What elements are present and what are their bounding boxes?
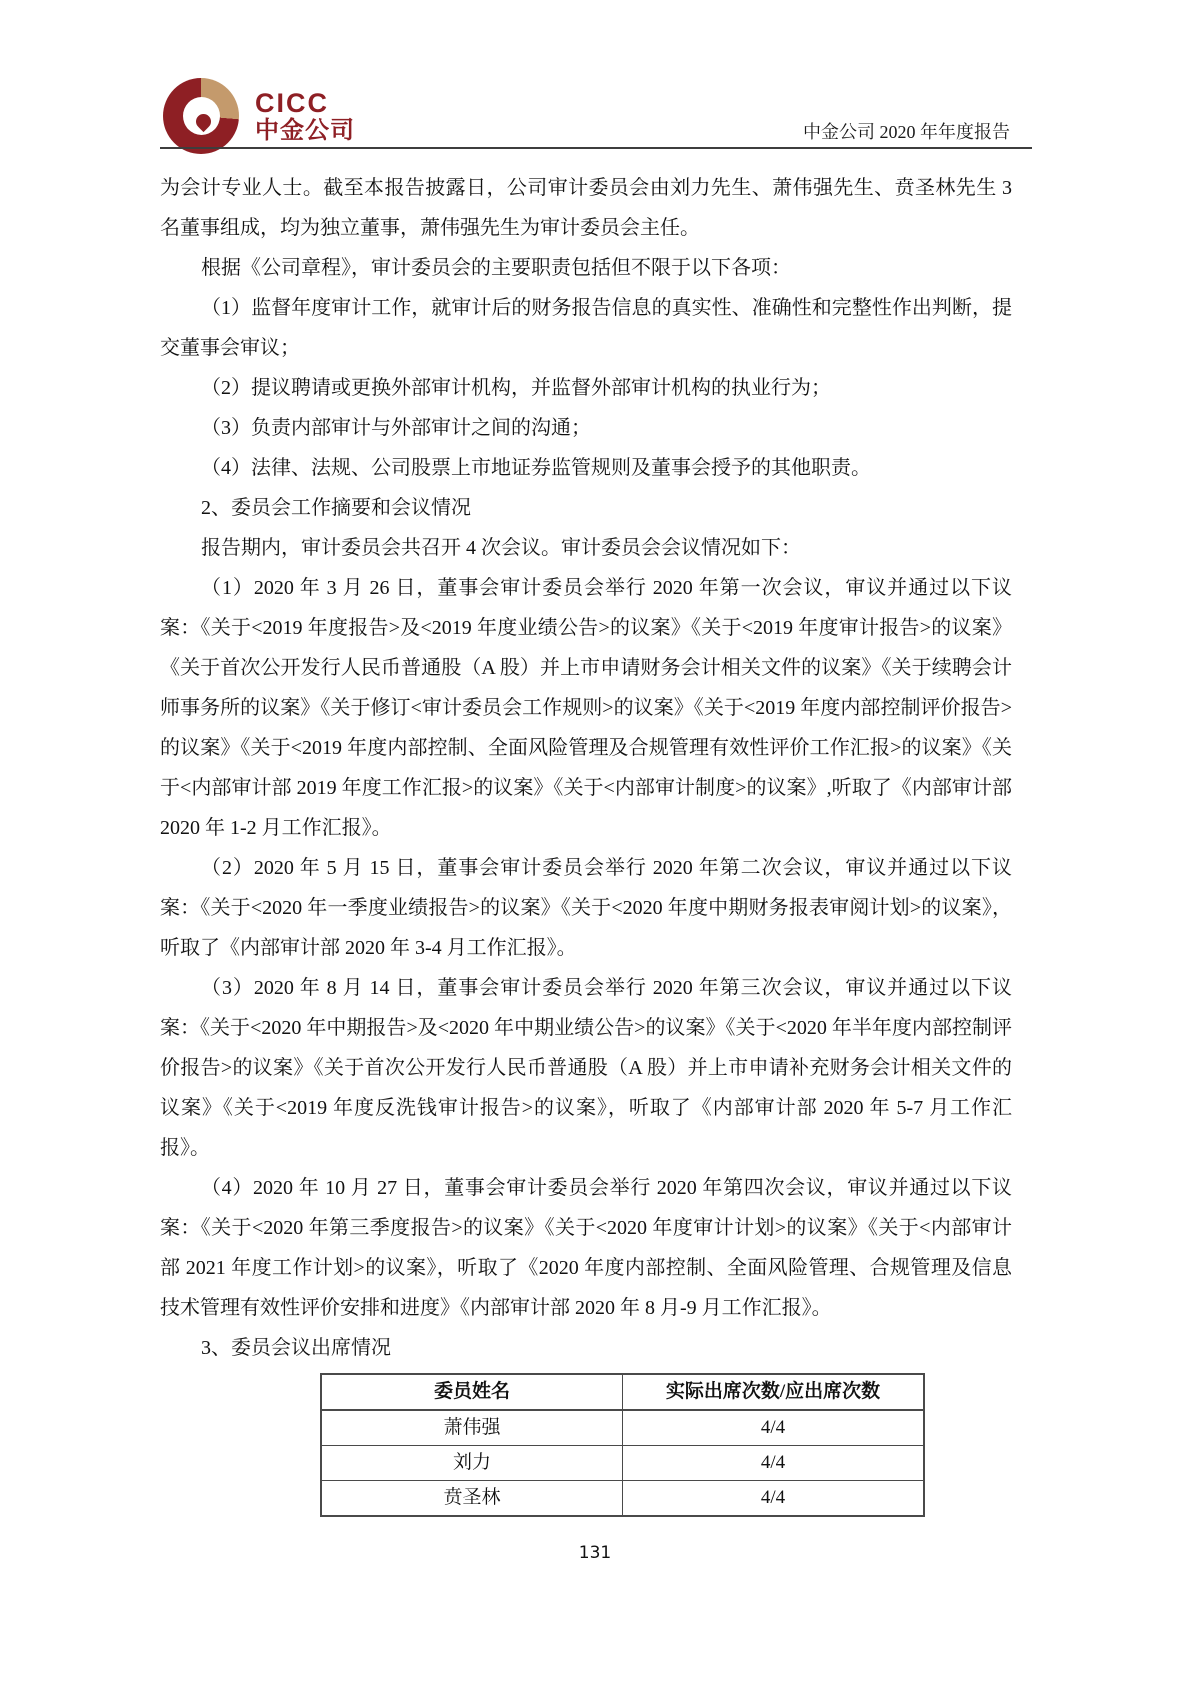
- column-header-attendance: 实际出席次数/应出席次数: [623, 1374, 925, 1410]
- table-header-row: [321, 1374, 924, 1410]
- attendance-table: [320, 1373, 925, 1517]
- paragraph: （3）2020 年 8 月 14 日，董事会审计委员会举行 2020 年第三次会议，审议并通过以下议案：《关于<2020 年中期报告>及<2020 年中期业绩公告>的议案》《关于<2020 年半年度内部控制评价报告>的议案》《关于首次公开发行人民币普通股（A 股）并上市申请补充财务会计相关文件的议案》《关于<2019 年度反洗钱审计报告>的议案》，听取了《内部审计部 2020 年 5-7 月工作汇报》。: [160, 977, 1012, 1159]
- attendance-cell: 4/4: [623, 1481, 925, 1517]
- member-name-cell: 萧伟强: [321, 1410, 623, 1446]
- header-divider: [160, 147, 1032, 149]
- paragraph: 2、委员会工作摘要和会议情况: [201, 497, 471, 519]
- cicc-logo-text: [255, 89, 355, 143]
- paragraph: 报告期内，审计委员会共召开 4 次会议。审计委员会会议情况如下：: [201, 537, 801, 559]
- cicc-logo-icon: [163, 78, 239, 154]
- table-row: [321, 1481, 924, 1517]
- table-row: [321, 1446, 924, 1481]
- paragraph: 3、委员会议出席情况: [201, 1337, 391, 1359]
- member-name-cell: 贲圣林: [321, 1481, 623, 1517]
- page-number: 131: [578, 1543, 612, 1563]
- paragraph: （2）2020 年 5 月 15 日，董事会审计委员会举行 2020 年第二次会议，审议并通过以下议案：《关于<2020 年一季度业绩报告>的议案》《关于<2020 年度中期财务报表审阅计划>的议案》，听取了《内部审计部 2020 年 3-4 月工作汇报》。: [160, 857, 1012, 959]
- paragraph: 根据《公司章程》，审计委员会的主要职责包括但不限于以下各项：: [201, 257, 791, 279]
- attendance-cell: 4/4: [623, 1410, 925, 1446]
- paragraph: （2）提议聘请或更换外部审计机构，并监督外部审计机构的执业行为；: [201, 377, 831, 399]
- body-text: [160, 168, 1012, 1517]
- paragraph: （4）法律、法规、公司股票上市地证券监管规则及董事会授予的其他职责。: [201, 457, 871, 479]
- cicc-logo-cn: 中金公司: [255, 116, 355, 144]
- cicc-logo: [163, 78, 355, 154]
- paragraph: 为会计专业人士。截至本报告披露日，公司审计委员会由刘力先生、萧伟强先生、贲圣林先生 3 名董事组成，均为独立董事，萧伟强先生为审计委员会主任。: [160, 177, 1012, 239]
- column-header-member-name: 委员姓名: [321, 1374, 623, 1410]
- member-name-cell: 刘力: [321, 1446, 623, 1481]
- paragraph: （4）2020 年 10 月 27 日，董事会审计委员会举行 2020 年第四次会议，审议并通过以下议案：《关于<2020 年第三季度报告>的议案》《关于<2020 年度审计计划>的议案》《关于<内部审计部 2021 年度工作计划>的议案》，听取了《2020 年度内部控制、全面风险管理、合规管理及信息技术管理有效性评价安排和进度》《内部审计部 2020 年 8 月-9 月工作汇报》。: [160, 1177, 1012, 1319]
- cicc-logo-en: CICC: [255, 88, 329, 119]
- paragraph: （3）负责内部审计与外部审计之间的沟通；: [201, 417, 591, 439]
- report-title: 中金公司 2020 年年度报告: [803, 122, 1010, 142]
- attendance-table-body: [321, 1410, 924, 1516]
- attendance-cell: 4/4: [623, 1446, 925, 1481]
- paragraph: （1）2020 年 3 月 26 日，董事会审计委员会举行 2020 年第一次会议，审议并通过以下议案：《关于<2019 年度报告>及<2019 年度业绩公告>的议案》《关于<2019 年度审计报告>的议案》《关于首次公开发行人民币普通股（A 股）并上市申请财务会计相关文件的议案》《关于续聘会计师事务所的议案》《关于修订<审计委员会工作规则>的议案》《关于<2019 年度内部控制评价报告>的议案》《关于<2019 年度内部控制、全面风险管理及合规管理有效性评价工作汇报>的议案》《关于<内部审计部 2019 年度工作汇报>的议案》《关于<内部审计制度>的议案》,听取了《内部审计部 2020 年 1-2 月工作汇报》。: [160, 577, 1012, 839]
- table-row: [321, 1410, 924, 1446]
- paragraph: （1）监督年度审计工作，就审计后的财务报告信息的真实性、准确性和完整性作出判断，提交董事会审议；: [160, 297, 1012, 359]
